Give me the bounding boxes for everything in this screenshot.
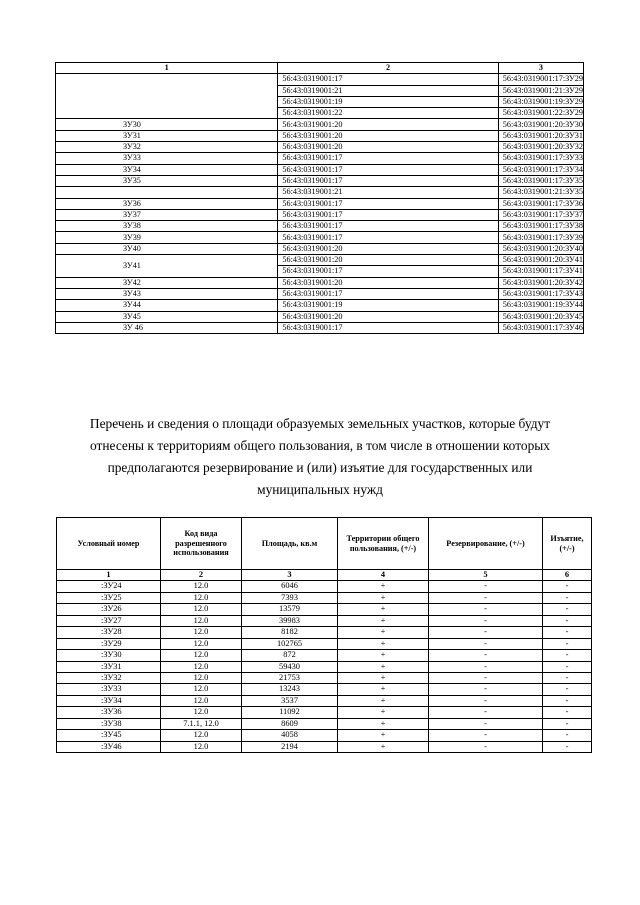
- use-code-cell: 12.0: [161, 707, 242, 718]
- new-cadastral-cell: 56:43:0319001:20:ЗУ42: [498, 277, 583, 288]
- new-cadastral-cell: 56:43:0319001:17:ЗУ41: [498, 266, 583, 277]
- public-territory-cell: +: [338, 707, 429, 718]
- area-cell: 6046: [242, 581, 338, 592]
- column-number: 2: [278, 63, 498, 74]
- area-cell: 13579: [242, 604, 338, 615]
- plot-number-cell: [56, 187, 278, 198]
- column-number: 3: [242, 570, 338, 581]
- table-row: [56, 130, 584, 141]
- withdrawal-cell: -: [543, 650, 592, 661]
- col-header-area: Площадь, кв.м: [242, 518, 338, 570]
- new-cadastral-cell: 56:43:0319001:20:ЗУ30: [498, 119, 583, 130]
- new-cadastral-cell: 56:43:0319001:17:ЗУ36: [498, 198, 583, 209]
- plot-number-cell: :ЗУ24: [57, 581, 161, 592]
- table-row: [57, 581, 592, 592]
- plot-number-cell: :ЗУ38: [57, 718, 161, 729]
- new-cadastral-cell: 56:43:0319001:21:ЗУ35: [498, 187, 583, 198]
- table-row: [57, 741, 592, 752]
- plot-number-cell: :ЗУ32: [57, 672, 161, 683]
- table-row: [56, 175, 584, 186]
- plot-number-cell: ЗУ36: [56, 198, 278, 209]
- new-cadastral-cell: 56:43:0319001:17:ЗУ37: [498, 209, 583, 220]
- reservation-cell: -: [429, 581, 543, 592]
- public-territory-cell: +: [338, 695, 429, 706]
- new-cadastral-cell: 56:43:0319001:19:ЗУ29: [498, 96, 583, 107]
- col-header-public-territory: Территории общего пользования, (+/-): [338, 518, 429, 570]
- public-territory-cell: +: [338, 684, 429, 695]
- column-number: 4: [338, 570, 429, 581]
- source-cadastral-cell: 56:43:0319001:17: [278, 198, 498, 209]
- col-header-reservation: Резервирование, (+/-): [429, 518, 543, 570]
- plot-number-cell: ЗУ34: [56, 164, 278, 175]
- source-cadastral-cell: 56:43:0319001:20: [278, 311, 498, 322]
- table-row: [56, 74, 584, 85]
- public-territory-cell: +: [338, 672, 429, 683]
- reservation-cell: -: [429, 592, 543, 603]
- heading-line: Перечень и сведения о площади образуемых земельных участков, которые будут: [89, 416, 551, 431]
- area-cell: 2194: [242, 741, 338, 752]
- table-row: [56, 255, 584, 266]
- withdrawal-cell: -: [543, 627, 592, 638]
- reservation-cell: -: [429, 684, 543, 695]
- table-row: [57, 730, 592, 741]
- plot-number-cell: ЗУ35: [56, 175, 278, 186]
- area-cell: 872: [242, 650, 338, 661]
- reservation-cell: -: [429, 638, 543, 649]
- source-cadastral-cell: 56:43:0319001:20: [278, 142, 498, 153]
- source-cadastral-cell: 56:43:0319001:20: [278, 130, 498, 141]
- source-cadastral-cell: 56:43:0319001:17: [278, 153, 498, 164]
- plot-number-cell: ЗУ38: [56, 221, 278, 232]
- new-cadastral-cell: 56:43:0319001:17:ЗУ39: [498, 232, 583, 243]
- withdrawal-cell: -: [543, 604, 592, 615]
- public-territory-cell: +: [338, 604, 429, 615]
- public-territory-cell: +: [338, 638, 429, 649]
- area-cell: 4058: [242, 730, 338, 741]
- withdrawal-cell: -: [543, 615, 592, 626]
- use-code-cell: 12.0: [161, 615, 242, 626]
- new-cadastral-cell: 56:43:0319001:21:ЗУ29: [498, 85, 583, 96]
- withdrawal-cell: -: [543, 592, 592, 603]
- withdrawal-cell: -: [543, 707, 592, 718]
- plot-number-cell: ЗУ42: [56, 277, 278, 288]
- col-header-withdrawal: Изъятие, (+/-): [543, 518, 592, 570]
- source-cadastral-cell: 56:43:0319001:20: [278, 119, 498, 130]
- withdrawal-cell: -: [543, 741, 592, 752]
- withdrawal-cell: -: [543, 718, 592, 729]
- use-code-cell: 12.0: [161, 741, 242, 752]
- reservation-cell: -: [429, 627, 543, 638]
- area-cell: 21753: [242, 672, 338, 683]
- reservation-cell: -: [429, 730, 543, 741]
- table-row: [57, 661, 592, 672]
- plot-number-cell: :ЗУ45: [57, 730, 161, 741]
- new-cadastral-cell: 56:43:0319001:20:ЗУ32: [498, 142, 583, 153]
- new-cadastral-cell: 56:43:0319001:20:ЗУ31: [498, 130, 583, 141]
- new-cadastral-cell: 56:43:0319001:17:ЗУ46: [498, 322, 583, 333]
- plot-number-cell: ЗУ41: [56, 255, 278, 278]
- table-row: [57, 695, 592, 706]
- area-cell: 8182: [242, 627, 338, 638]
- table-row: [56, 221, 584, 232]
- plot-number-cell: ЗУ31: [56, 130, 278, 141]
- table-row: [57, 592, 592, 603]
- source-cadastral-cell: 56:43:0319001:19: [278, 96, 498, 107]
- column-numbers-row: [57, 570, 592, 581]
- source-cadastral-cell: 56:43:0319001:17: [278, 288, 498, 299]
- withdrawal-cell: -: [543, 638, 592, 649]
- source-cadastral-cell: 56:43:0319001:17: [278, 266, 498, 277]
- new-cadastral-cell: 56:43:0319001:17:ЗУ35: [498, 175, 583, 186]
- new-cadastral-cell: 56:43:0319001:22:ЗУ29: [498, 108, 583, 119]
- withdrawal-cell: -: [543, 684, 592, 695]
- table-row: [56, 322, 584, 333]
- heading-line: муниципальных нужд: [257, 482, 383, 497]
- col-header-number: Условный номер: [57, 518, 161, 570]
- table-row: [57, 604, 592, 615]
- use-code-cell: 12.0: [161, 638, 242, 649]
- area-cell: 8609: [242, 718, 338, 729]
- source-cadastral-cell: 56:43:0319001:17: [278, 232, 498, 243]
- table-row: [57, 718, 592, 729]
- column-number: 2: [161, 570, 242, 581]
- use-code-cell: 12.0: [161, 695, 242, 706]
- withdrawal-cell: -: [543, 695, 592, 706]
- table-row: [56, 288, 584, 299]
- plot-number-cell: ЗУ33: [56, 153, 278, 164]
- plot-number-cell: ЗУ32: [56, 142, 278, 153]
- cadastral-source-table: [55, 62, 584, 334]
- new-cadastral-cell: 56:43:0319001:20:ЗУ41: [498, 255, 583, 266]
- public-territory-cell: +: [338, 661, 429, 672]
- column-number: 6: [543, 570, 592, 581]
- use-code-cell: 12.0: [161, 604, 242, 615]
- source-cadastral-cell: 56:43:0319001:20: [278, 255, 498, 266]
- plot-number-cell: :ЗУ28: [57, 627, 161, 638]
- reservation-cell: -: [429, 718, 543, 729]
- plot-number-cell: :ЗУ27: [57, 615, 161, 626]
- use-code-cell: 12.0: [161, 684, 242, 695]
- reservation-cell: -: [429, 661, 543, 672]
- table-row: [56, 164, 584, 175]
- table-row: [56, 198, 584, 209]
- use-code-cell: 12.0: [161, 592, 242, 603]
- new-cadastral-cell: 56:43:0319001:20:ЗУ40: [498, 243, 583, 254]
- public-territory-cell: +: [338, 615, 429, 626]
- source-cadastral-cell: 56:43:0319001:17: [278, 221, 498, 232]
- table-row: [56, 153, 584, 164]
- table-row: [57, 707, 592, 718]
- plot-number-cell: :ЗУ30: [57, 650, 161, 661]
- new-cadastral-cell: 56:43:0319001:19:ЗУ44: [498, 300, 583, 311]
- column-number: 1: [56, 63, 278, 74]
- withdrawal-cell: -: [543, 661, 592, 672]
- table-row: [56, 142, 584, 153]
- plot-number-cell: :ЗУ33: [57, 684, 161, 695]
- table-header-row: [56, 63, 584, 74]
- section-heading: [55, 413, 585, 501]
- column-number: 3: [498, 63, 583, 74]
- col-header-use-code: Код вида разрешенного использования: [161, 518, 242, 570]
- area-cell: 102765: [242, 638, 338, 649]
- plot-number-cell: ЗУ 46: [56, 322, 278, 333]
- new-cadastral-cell: 56:43:0319001:20:ЗУ45: [498, 311, 583, 322]
- table-row: [56, 187, 584, 198]
- area-cell: 7393: [242, 592, 338, 603]
- plot-number-cell: :ЗУ25: [57, 592, 161, 603]
- plot-number-cell: :ЗУ34: [57, 695, 161, 706]
- use-code-cell: 12.0: [161, 730, 242, 741]
- reservation-cell: -: [429, 650, 543, 661]
- new-cadastral-cell: 56:43:0319001:17:ЗУ29: [498, 74, 583, 85]
- reservation-cell: -: [429, 672, 543, 683]
- public-territory-cell: +: [338, 718, 429, 729]
- table-row: [56, 209, 584, 220]
- source-cadastral-cell: 56:43:0319001:17: [278, 74, 498, 85]
- plot-number-cell: :ЗУ26: [57, 604, 161, 615]
- source-cadastral-cell: 56:43:0319001:21: [278, 85, 498, 96]
- public-territory-cell: +: [338, 741, 429, 752]
- plot-number-cell: :ЗУ46: [57, 741, 161, 752]
- reservation-cell: -: [429, 707, 543, 718]
- area-cell: 13243: [242, 684, 338, 695]
- use-code-cell: 12.0: [161, 650, 242, 661]
- source-cadastral-cell: 56:43:0319001:21: [278, 187, 498, 198]
- reservation-cell: -: [429, 741, 543, 752]
- reservation-cell: -: [429, 695, 543, 706]
- public-territory-cell: +: [338, 592, 429, 603]
- withdrawal-cell: -: [543, 581, 592, 592]
- table-row: [56, 311, 584, 322]
- new-cadastral-cell: 56:43:0319001:17:ЗУ43: [498, 288, 583, 299]
- public-territory-cell: +: [338, 650, 429, 661]
- plot-number-cell: :ЗУ31: [57, 661, 161, 672]
- public-territory-cell: +: [338, 581, 429, 592]
- plot-number-cell: ЗУ39: [56, 232, 278, 243]
- table-row: [57, 627, 592, 638]
- area-cell: 39983: [242, 615, 338, 626]
- table-header-row: [57, 518, 592, 570]
- source-cadastral-cell: 56:43:0319001:20: [278, 277, 498, 288]
- public-territory-cell: +: [338, 627, 429, 638]
- source-cadastral-cell: 56:43:0319001:19: [278, 300, 498, 311]
- plot-number-cell: ЗУ30: [56, 119, 278, 130]
- table-row: [57, 615, 592, 626]
- table-row: [57, 650, 592, 661]
- new-cadastral-cell: 56:43:0319001:17:ЗУ34: [498, 164, 583, 175]
- source-cadastral-cell: 56:43:0319001:17: [278, 209, 498, 220]
- source-cadastral-cell: 56:43:0319001:17: [278, 175, 498, 186]
- plot-number-cell: [56, 74, 278, 119]
- table-row: [56, 277, 584, 288]
- plot-number-cell: ЗУ37: [56, 209, 278, 220]
- table-row: [57, 672, 592, 683]
- table-row: [56, 300, 584, 311]
- heading-line: отнесены к территориям общего пользования, в том числе в отношении которых: [90, 438, 550, 453]
- table-row: [56, 243, 584, 254]
- land-plots-table: [56, 517, 592, 753]
- source-cadastral-cell: 56:43:0319001:20: [278, 243, 498, 254]
- area-cell: 11092: [242, 707, 338, 718]
- source-cadastral-cell: 56:43:0319001:22: [278, 108, 498, 119]
- withdrawal-cell: -: [543, 730, 592, 741]
- new-cadastral-cell: 56:43:0319001:17:ЗУ38: [498, 221, 583, 232]
- use-code-cell: 12.0: [161, 581, 242, 592]
- heading-line: предполагаются резервирование и (или) изъятие для государственных или: [107, 460, 533, 475]
- use-code-cell: 12.0: [161, 627, 242, 638]
- table-row: [57, 684, 592, 695]
- use-code-cell: 12.0: [161, 661, 242, 672]
- plot-number-cell: ЗУ40: [56, 243, 278, 254]
- use-code-cell: 12.0: [161, 672, 242, 683]
- plot-number-cell: ЗУ44: [56, 300, 278, 311]
- area-cell: 3537: [242, 695, 338, 706]
- withdrawal-cell: -: [543, 672, 592, 683]
- area-cell: 59430: [242, 661, 338, 672]
- public-territory-cell: +: [338, 730, 429, 741]
- reservation-cell: -: [429, 615, 543, 626]
- column-number: 1: [57, 570, 161, 581]
- use-code-cell: 7.1.1, 12.0: [161, 718, 242, 729]
- plot-number-cell: :ЗУ29: [57, 638, 161, 649]
- plot-number-cell: :ЗУ36: [57, 707, 161, 718]
- column-number: 5: [429, 570, 543, 581]
- plot-number-cell: ЗУ45: [56, 311, 278, 322]
- plot-number-cell: ЗУ43: [56, 288, 278, 299]
- source-cadastral-cell: 56:43:0319001:17: [278, 322, 498, 333]
- table-row: [57, 638, 592, 649]
- table-row: [56, 119, 584, 130]
- table-row: [56, 232, 584, 243]
- source-cadastral-cell: 56:43:0319001:17: [278, 164, 498, 175]
- reservation-cell: -: [429, 604, 543, 615]
- new-cadastral-cell: 56:43:0319001:17:ЗУ33: [498, 153, 583, 164]
